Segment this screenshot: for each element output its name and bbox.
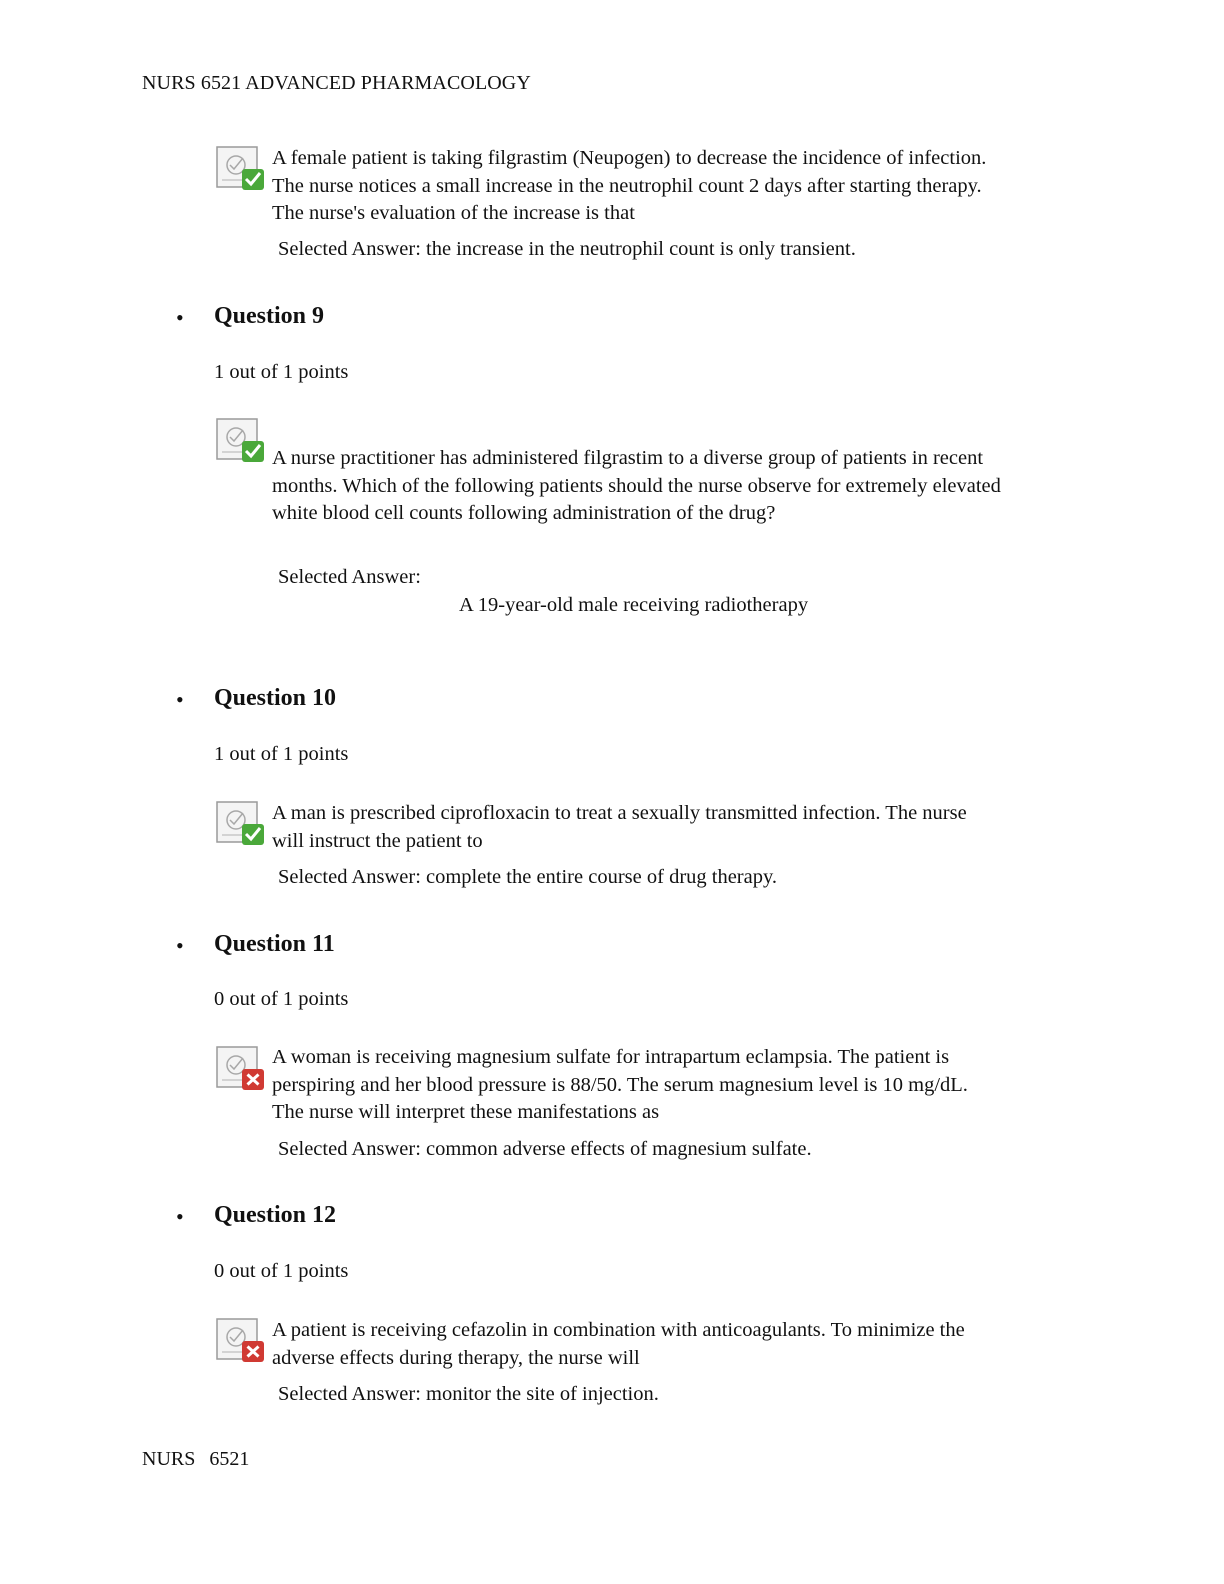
answer-label: Selected Answer: bbox=[278, 238, 421, 260]
answer-label: Selected Answer: bbox=[278, 1383, 421, 1405]
incorrect-x-icon bbox=[216, 1046, 266, 1092]
page-footer bbox=[142, 1448, 263, 1471]
answer-label: Selected Answer: bbox=[278, 866, 421, 888]
correct-check-icon bbox=[216, 801, 266, 847]
answer-value: common adverse effects of magnesium sulfate. bbox=[426, 1138, 812, 1160]
points-score: 0 out of 1 points bbox=[214, 1260, 349, 1282]
bullet: • bbox=[176, 1204, 184, 1229]
bullet: • bbox=[176, 687, 184, 712]
question-title: Question 10 bbox=[214, 685, 337, 711]
question-text: A man is prescribed ciprofloxacin to treat a sexually transmitted infection. The nurse will instruct the patient to bbox=[272, 802, 967, 852]
question-title: Question 12 bbox=[214, 1202, 337, 1228]
selected-answer bbox=[278, 1138, 812, 1161]
answer-value: A 19-year-old male receiving radiotherapy bbox=[459, 594, 809, 616]
question-title: Question 11 bbox=[214, 931, 335, 957]
question-text: A female patient is taking filgrastim (Neupogen) to decrease the incidence of infection. The nurse notices a small increase in the neutrophil count 2 days after starting therapy. The nurse's evaluation of the increase is that bbox=[272, 147, 987, 224]
points-score: 1 out of 1 points bbox=[214, 743, 349, 765]
selected-answer bbox=[278, 866, 777, 889]
answer-label: Selected Answer: bbox=[278, 566, 421, 588]
answer-value: complete the entire course of drug therapy. bbox=[426, 866, 778, 888]
points-score: 1 out of 1 points bbox=[214, 361, 349, 383]
correct-check-icon bbox=[216, 146, 266, 192]
question-text: A patient is receiving cefazolin in combination with anticoagulants. To minimize the adverse effects during therapy, the nurse will bbox=[272, 1319, 965, 1369]
answer-label: Selected Answer: bbox=[278, 1138, 421, 1160]
page-header: NURS 6521 ADVANCED PHARMACOLOGY bbox=[142, 72, 531, 94]
answer-value: the increase in the neutrophil count is only transient. bbox=[426, 238, 856, 260]
incorrect-x-icon bbox=[216, 1318, 266, 1364]
question-title: Question 9 bbox=[214, 303, 325, 329]
answer-value: monitor the site of injection. bbox=[426, 1383, 659, 1405]
footer-number: 6521 bbox=[209, 1448, 250, 1470]
question-text: A nurse practitioner has administered filgrastim to a diverse group of patients in recent months. Which of the following patients should the nurse observe for extremely elevated white blood cell counts following administration of the drug? bbox=[272, 447, 1001, 524]
footer-course: NURS bbox=[142, 1448, 196, 1470]
question-text: A woman is receiving magnesium sulfate for intrapartum eclampsia. The patient is perspiring and her blood pressure is 88/50. The serum magnesium level is 10 mg/dL. The nurse will interpret these manifestations as bbox=[272, 1046, 968, 1123]
correct-check-icon bbox=[216, 418, 266, 464]
selected-answer bbox=[278, 238, 856, 261]
selected-answer bbox=[278, 1383, 659, 1406]
points-score: 0 out of 1 points bbox=[214, 988, 349, 1010]
bullet: • bbox=[176, 933, 184, 958]
bullet: • bbox=[176, 305, 184, 330]
